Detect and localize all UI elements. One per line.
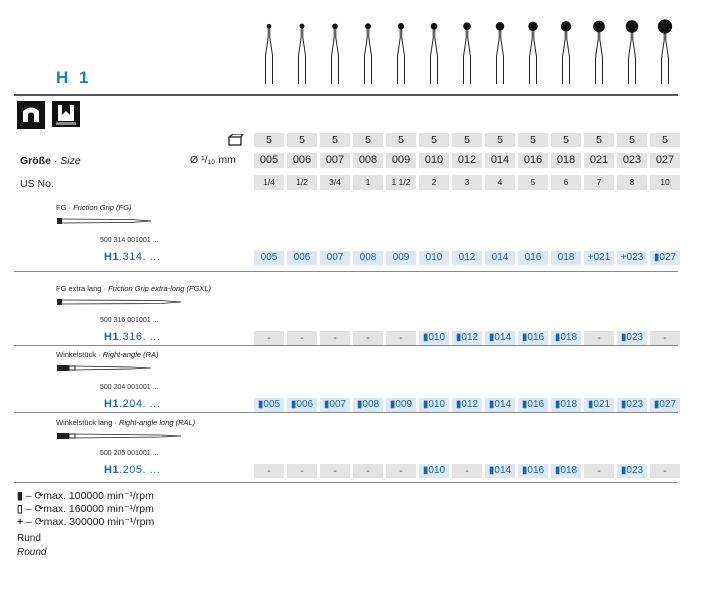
unavailable-cell: - — [386, 331, 416, 345]
bur-icon — [496, 22, 505, 84]
pack-cell: 5 — [584, 133, 614, 147]
variant-cell: ▮012 — [452, 398, 482, 412]
section-divider — [14, 271, 678, 272]
bur-icon — [266, 24, 273, 84]
size-cell: 005 — [254, 153, 284, 168]
reference-number — [104, 251, 160, 263]
section-divider — [14, 482, 678, 483]
unavailable-cell: - — [386, 464, 416, 478]
shape-label-de: Rund — [17, 533, 41, 544]
unavailable-cell: - — [320, 464, 350, 478]
size-label-en: Size — [60, 155, 81, 167]
variant-cell: ▮027 — [650, 398, 680, 412]
bur-icon — [561, 21, 571, 84]
unavailable-cell: - — [650, 331, 680, 345]
us-row-label: US No. — [20, 178, 54, 190]
us-cell: 2 — [419, 175, 449, 190]
package-icon — [228, 133, 244, 151]
bur-icon — [658, 19, 672, 84]
us-cell: 1 — [353, 175, 383, 190]
article-code: 500 314 001001 ... — [100, 237, 159, 244]
fgxl-bur-icon — [56, 296, 186, 310]
pack-cell: 5 — [320, 133, 350, 147]
pack-cell: 5 — [617, 133, 647, 147]
reference-suffix: .314. ... — [119, 251, 161, 263]
variant-cell: ▮018 — [551, 331, 581, 345]
article-code: 500 316 001001 ... — [100, 317, 159, 324]
variant-cell: ▮016 — [518, 398, 548, 412]
unavailable-cell: - — [254, 464, 284, 478]
size-cell: 016 — [518, 153, 548, 168]
pack-cell: 5 — [419, 133, 449, 147]
ra-bur-icon — [56, 362, 186, 376]
variant-cell: ▮007 — [320, 398, 350, 412]
variant-cell: 007 — [320, 251, 350, 265]
article-code: 500 204 001001 ... — [100, 384, 159, 391]
section-title-de: Winkelstück · — [56, 350, 103, 359]
section-title-de: FG extra lang · — [56, 284, 109, 293]
unavailable-cell: - — [353, 464, 383, 478]
us-cell: 10 — [650, 175, 680, 190]
variant-cell: 018 — [551, 251, 581, 265]
us-cell: 5 — [518, 175, 548, 190]
unavailable-cell: - — [320, 331, 350, 345]
variant-cell: +021 — [584, 251, 614, 265]
section-divider — [14, 412, 678, 413]
bur-icon — [626, 20, 639, 84]
variant-cell: ▮018 — [551, 398, 581, 412]
legend-symbol: + — [17, 516, 24, 528]
us-cell: 6 — [551, 175, 581, 190]
pack-cell: 5 — [485, 133, 515, 147]
reference-prefix: H1 — [104, 331, 120, 343]
size-row-label: Größe · Size — [20, 155, 81, 167]
us-cell: 8 — [617, 175, 647, 190]
bur-illustrations — [250, 18, 690, 90]
ral-bur-icon — [56, 430, 186, 444]
fg-bur-icon — [56, 215, 186, 229]
variant-cell: 006 — [287, 251, 317, 265]
section-title-en: Right-angle (RA) — [102, 350, 159, 359]
size-cell: 027 — [650, 153, 680, 168]
reference-number — [104, 398, 160, 410]
variant-cell: 009 — [386, 251, 416, 265]
pack-cell: 5 — [452, 133, 482, 147]
reference-suffix: .205. ... — [119, 464, 161, 476]
section-title-en: Right-angle long (RAL) — [118, 418, 196, 427]
variant-cell: ▮010 — [419, 331, 449, 345]
variant-cell: +023 — [617, 251, 647, 265]
variant-cell: ▮010 — [419, 398, 449, 412]
shape-label-en: Round — [17, 547, 47, 558]
variant-cell: ▮005 — [254, 398, 284, 412]
size-cell: 023 — [617, 153, 647, 168]
size-cell: 010 — [419, 153, 449, 168]
variant-cell: ▮018 — [551, 464, 581, 478]
title-divider — [14, 94, 678, 96]
legend-text: – ⟳max. 160000 min⁻¹/rpm — [22, 503, 154, 515]
variant-cell: 012 — [452, 251, 482, 265]
product-logo-icon — [17, 101, 45, 129]
legend-symbol: ▮ — [17, 490, 23, 502]
section-divider — [14, 345, 678, 346]
size-cell: 007 — [320, 153, 350, 168]
us-cell: 7 — [584, 175, 614, 190]
bur-icon — [332, 23, 339, 84]
variant-cell: 014 — [485, 251, 515, 265]
unavailable-cell: - — [452, 464, 482, 478]
section-title-en: Friction Grip (FG) — [73, 203, 132, 212]
article-code: 500 205 001001 ... — [100, 450, 159, 457]
section-title — [56, 350, 159, 359]
variant-cell: ▮014 — [485, 464, 515, 478]
variant-cell: ▮016 — [518, 331, 548, 345]
size-cell: 014 — [485, 153, 515, 168]
pack-cell: 5 — [518, 133, 548, 147]
variant-cell: ▮027 — [650, 251, 680, 265]
legend-text: – ⟳max. 100000 min⁻¹/rpm — [22, 490, 154, 502]
variant-cell: 008 — [353, 251, 383, 265]
bur-icon — [299, 24, 306, 84]
bur-icon — [593, 21, 605, 84]
section-title-de: Winkelstück lang · — [56, 418, 119, 427]
variant-cell: ▮012 — [452, 331, 482, 345]
unavailable-cell: - — [287, 331, 317, 345]
unavailable-cell: - — [650, 464, 680, 478]
us-cell: 3/4 — [320, 175, 350, 190]
variant-cell: 005 — [254, 251, 284, 265]
pack-cell: 5 — [287, 133, 317, 147]
legend-item — [17, 503, 154, 515]
bur-icon — [463, 22, 471, 84]
variant-cell: 016 — [518, 251, 548, 265]
legend-item — [17, 490, 154, 502]
variant-cell: ▮008 — [353, 398, 383, 412]
section-title-en: Friction Grip extra-long (FGXL) — [108, 284, 212, 293]
size-cell: 009 — [386, 153, 416, 168]
reference-number — [104, 464, 160, 476]
pack-cell: 5 — [386, 133, 416, 147]
page-title: H 1 — [56, 68, 92, 87]
unavailable-cell: - — [353, 331, 383, 345]
variant-cell: ▮014 — [485, 331, 515, 345]
reference-suffix: .316. ... — [119, 331, 161, 343]
section-title-de: FG · — [56, 203, 74, 212]
unavailable-cell: - — [287, 464, 317, 478]
size-cell: 008 — [353, 153, 383, 168]
unavailable-cell: - — [584, 331, 614, 345]
carbide-logo-icon — [52, 101, 80, 127]
size-cell: 021 — [584, 153, 614, 168]
pack-cell: 5 — [650, 133, 680, 147]
section-title — [56, 418, 195, 427]
pack-cell: 5 — [551, 133, 581, 147]
us-cell: 3 — [452, 175, 482, 190]
variant-cell: ▮016 — [518, 464, 548, 478]
reference-suffix: .204. ... — [119, 398, 161, 410]
variant-cell: ▮014 — [485, 398, 515, 412]
section-title — [56, 203, 131, 212]
us-cell: 4 — [485, 175, 515, 190]
variant-cell: ▮023 — [617, 398, 647, 412]
bur-icon — [431, 23, 438, 84]
pack-cell: 5 — [353, 133, 383, 147]
variant-cell: ▮009 — [386, 398, 416, 412]
size-cell: 006 — [287, 153, 317, 168]
variant-cell: ▮021 — [584, 398, 614, 412]
reference-prefix: H1 — [104, 251, 120, 263]
legend-item — [17, 516, 154, 528]
variant-cell: ▮010 — [419, 464, 449, 478]
size-cell: 012 — [452, 153, 482, 168]
diameter-unit: Ø ¹/₁₀ mm — [190, 154, 236, 166]
pack-cell: 5 — [254, 133, 284, 147]
size-cell: 018 — [551, 153, 581, 168]
us-cell: 1 1/2 — [386, 175, 416, 190]
size-label: Größe — [20, 155, 51, 167]
reference-prefix: H1 — [104, 464, 120, 476]
reference-number — [104, 331, 160, 343]
bur-icon — [365, 23, 372, 84]
us-cell: 1/4 — [254, 175, 284, 190]
bur-icon — [398, 23, 405, 84]
reference-prefix: H1 — [104, 398, 120, 410]
legend-symbol: ▯ — [17, 503, 23, 515]
section-title — [56, 284, 211, 293]
variant-cell: ▮023 — [617, 464, 647, 478]
unavailable-cell: - — [254, 331, 284, 345]
variant-cell: ▮023 — [617, 331, 647, 345]
unavailable-cell: - — [584, 464, 614, 478]
us-cell: 1/2 — [287, 175, 317, 190]
bur-icon — [528, 22, 537, 84]
variant-cell: ▮006 — [287, 398, 317, 412]
variant-cell: 010 — [419, 251, 449, 265]
legend-text: – ⟳max. 300000 min⁻¹/rpm — [23, 516, 155, 528]
